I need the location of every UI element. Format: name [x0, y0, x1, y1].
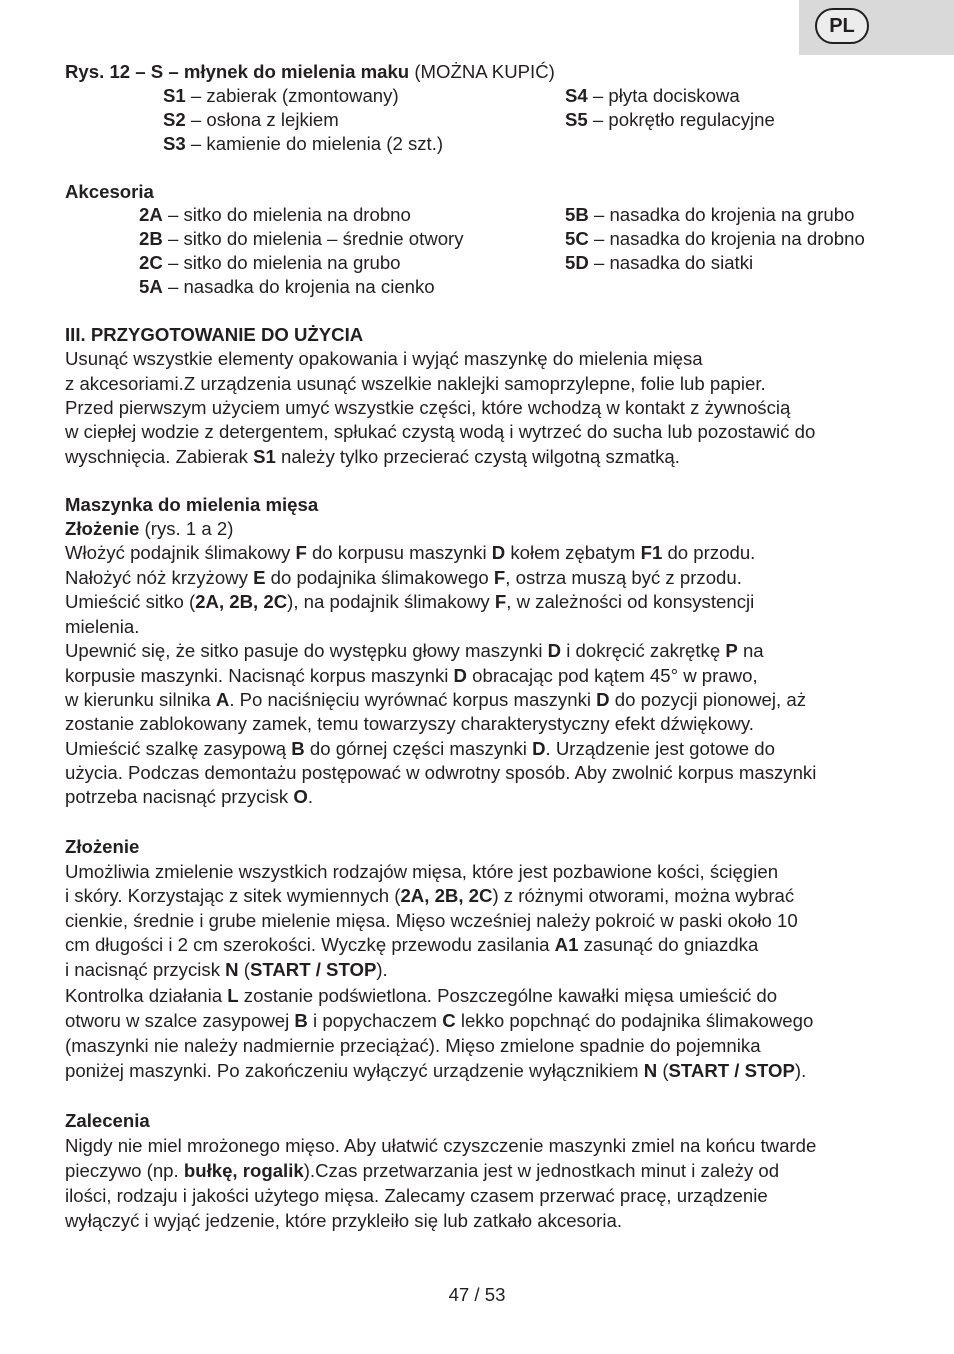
paragraph-line: mielenia. — [65, 616, 140, 637]
paragraph-line: Przed pierwszym użyciem umyć wszystkie części, które wchodzą w kontakt z żywnością — [65, 397, 791, 418]
paragraph-line: użycia. Podczas demontażu postępować w odwrotny sposób. Aby zwolnić korpus maszynki — [65, 762, 817, 783]
paragraph-line: cienkie, średnie i grube mielenie mięsa. Mięso wcześniej należy pokroić w paski około 10 — [65, 910, 798, 931]
list-item: S3 – kamienie do mielenia (2 szt.) — [163, 133, 444, 154]
section-heading: Złożenie — [65, 836, 140, 857]
section-heading: III. PRZYGOTOWANIE DO UŻYCIA — [65, 324, 364, 345]
paragraph-line: z akcesoriami.Z urządzenia usunąć wszelkie naklejki samoprzylepne, folie lub papier. — [65, 373, 766, 394]
paragraph-line: poniżej maszynki. Po zakończeniu wyłączyć urządzenie wyłącznikiem N (START / STOP). — [65, 1060, 807, 1081]
paragraph-line: w kierunku silnika A. Po naciśnięciu wyrównać korpus maszynki D do pozycji pionowej, aż — [65, 689, 806, 710]
list-item: 5C – nasadka do krojenia na drobno — [565, 228, 865, 249]
paragraph-line: i skóry. Korzystając z sitek wymiennych (2A, 2B, 2C) z różnymi otworami, można wybrać — [65, 885, 795, 906]
list-item: S2 – osłona z lejkiem — [163, 109, 339, 130]
list-item: 5B – nasadka do krojenia na grubo — [565, 204, 855, 225]
language-tab — [799, 0, 954, 55]
paragraph-line: Upewnić się, że sitko pasuje do występku głowy maszynki D i dokręcić zakrętkę P na — [65, 640, 764, 661]
language-badge: PL — [815, 8, 869, 44]
paragraph-line: Kontrolka działania L zostanie podświetlona. Poszczególne kawałki mięsa umieścić do — [65, 985, 778, 1006]
list-item: S4 – płyta dociskowa — [565, 85, 740, 106]
paragraph-line: Nałożyć nóż krzyżowy E do podajnika ślimakowego F, ostrza muszą być z przodu. — [65, 567, 742, 588]
list-item: 2B – sitko do mielenia – średnie otwory — [139, 228, 464, 249]
paragraph-line: wyschnięcia. Zabierak S1 należy tylko przecierać czystą wilgotną szmatką. — [65, 446, 680, 467]
fig12-title: Rys. 12 – S – młynek do mielenia maku — [65, 61, 410, 82]
paragraph-line: Nigdy nie miel mrożonego mięso. Aby ułatwić czyszczenie maszynki zmiel na końcu twarde — [65, 1135, 817, 1156]
paragraph-line: ilości, rodzaju i jakości użytego mięsa. Zalecamy czasem przerwać pracę, urządzenie — [65, 1185, 768, 1206]
paragraph-line: Usunąć wszystkie elementy opakowania i wyjąć maszynkę do mielenia mięsa — [65, 348, 703, 369]
subheading: Złożenie (rys. 1 a 2) — [65, 518, 234, 539]
list-item: 5D – nasadka do siatki — [565, 252, 754, 273]
paragraph-line: Włożyć podajnik ślimakowy F do korpusu maszynki D kołem zębatym F1 do przodu. — [65, 542, 756, 563]
section-heading: Zalecenia — [65, 1110, 150, 1131]
paragraph-line: cm długości i 2 cm szerokości. Wyczkę przewodu zasilania A1 zasunąć do gniazdka — [65, 934, 759, 955]
fig12-title-note: (MOŻNA KUPIĆ) — [414, 61, 555, 82]
paragraph-line: pieczywo (np. bułkę, rogalik).Czas przetwarzania jest w jednostkach minut i zależy od — [65, 1160, 780, 1181]
paragraph-line: korpusie maszynki. Nacisnąć korpus maszynki D obracając pod kątem 45° w prawo, — [65, 665, 758, 686]
accessories-heading: Akcesoria — [65, 181, 154, 202]
list-item: 2A – sitko do mielenia na drobno — [139, 204, 411, 225]
section-heading: Maszynka do mielenia mięsa — [65, 494, 319, 515]
fig12-title-line — [65, 60, 555, 84]
list-item: S1 – zabierak (zmontowany) — [163, 85, 399, 106]
paragraph-line: potrzeba nacisnąć przycisk O. — [65, 786, 314, 807]
paragraph-line: otworu w szalce zasypowej B i popychaczem C lekko popchnąć do podajnika ślimakowego — [65, 1010, 814, 1031]
list-item: 5A – nasadka do krojenia na cienko — [139, 276, 435, 297]
paragraph-line: Umożliwia zmielenie wszystkich rodzajów mięsa, które jest pozbawione kości, ścięgien — [65, 861, 779, 882]
paragraph-line: zostanie zablokowany zamek, temu towarzyszy charakterystyczny efekt dźwiękowy. — [65, 713, 754, 734]
list-item: 2C – sitko do mielenia na grubo — [139, 252, 401, 273]
list-item: S5 – pokrętło regulacyjne — [565, 109, 775, 130]
paragraph-line: Umieścić sitko (2A, 2B, 2C), na podajnik ślimakowy F, w zależności od konsystencji — [65, 591, 755, 612]
paragraph-line: wyłączyć i wyjąć jedzenie, które przykleiło się lub zatkało akcesoria. — [65, 1210, 623, 1231]
page-number: 47 / 53 — [448, 1284, 506, 1305]
paragraph-line: i nacisnąć przycisk N (START / STOP). — [65, 959, 388, 980]
paragraph-line: Umieścić szalkę zasypową B do górnej części maszynki D. Urządzenie jest gotowe do — [65, 738, 775, 759]
paragraph-line: (maszynki nie należy nadmiernie przeciążać). Mięso zmielone spadnie do pojemnika — [65, 1035, 761, 1056]
paragraph-line: w ciepłej wodzie z detergentem, spłukać czystą wodą i wytrzeć do sucha lub pozostawić do — [65, 421, 816, 442]
